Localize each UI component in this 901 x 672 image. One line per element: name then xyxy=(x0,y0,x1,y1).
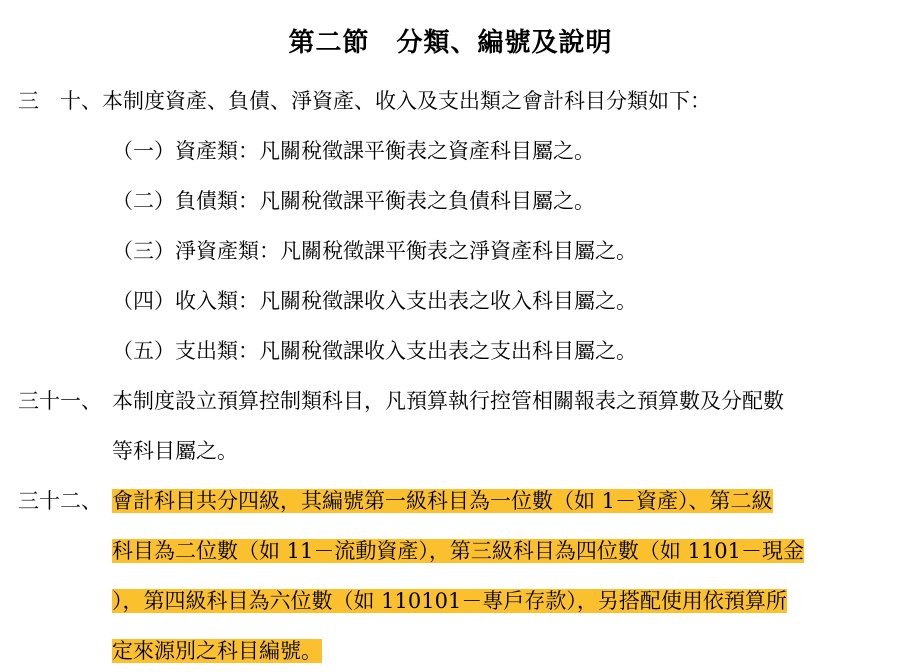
article-32-line-1: 會計科目共分四級，其編號第一級科目為一位數（如 1－資產）、第二級 xyxy=(112,489,773,513)
article-30-number: 三 十、 xyxy=(18,89,102,113)
article-32-line-2: 科目為二位數（如 11－流動資產），第三級科目為四位數（如 1101－現金 xyxy=(112,539,805,563)
article-32-line-3: ），第四級科目為六位數（如 110101－專戶存款），另搭配使用依預算所 xyxy=(112,589,787,613)
article-30-item-2: （二）負債類：凡關稅徵課平衡表之負債科目屬之。 xyxy=(112,189,595,213)
article-30-item-5: （五）支出類：凡關稅徵課收入支出表之支出科目屬之。 xyxy=(112,339,637,363)
article-30-heading xyxy=(18,86,711,116)
article-31-number: 三十一、 xyxy=(18,389,102,413)
article-30-item-1: （一）資產類：凡關稅徵課平衡表之資產科目屬之。 xyxy=(112,139,595,163)
article-32-line-4: 定來源別之科目編號。 xyxy=(112,639,322,663)
article-31-line-2: 等科目屬之。 xyxy=(112,439,238,463)
article-31-line-1: 本制度設立預算控制類科目，凡預算執行控管相關報表之預算數及分配數 xyxy=(112,389,784,413)
article-30-text: 本制度資產、負債、淨資產、收入及支出類之會計科目分類如下： xyxy=(102,89,711,113)
article-30-item-4: （四）收入類：凡關稅徵課收入支出表之收入科目屬之。 xyxy=(112,289,637,313)
section-title: 第二節 分類、編號及說明 xyxy=(288,28,613,58)
article-32-number: 三十二、 xyxy=(18,489,102,513)
article-30-item-3: （三）淨資產類：凡關稅徵課平衡表之淨資產科目屬之。 xyxy=(112,239,637,263)
